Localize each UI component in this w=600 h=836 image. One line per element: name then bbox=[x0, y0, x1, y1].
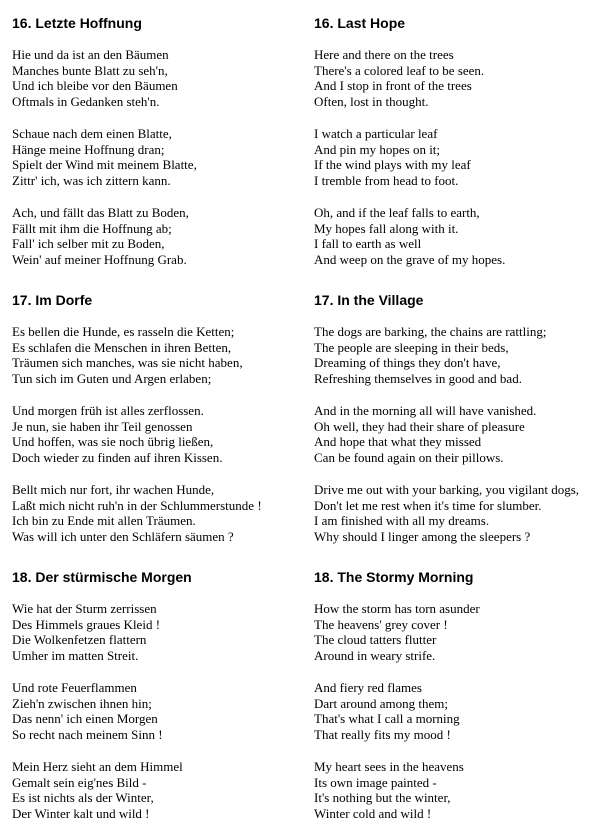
poem-line: Und ich bleibe vor den Bäumen bbox=[12, 78, 178, 94]
poem-line: There's a colored leaf to be seen. bbox=[314, 62, 485, 78]
poem-line: Laßt mich nicht ruh'n in der Schlummerstunde ! bbox=[12, 497, 262, 513]
poem-title: 17. In the Village bbox=[314, 292, 424, 308]
stanza bbox=[12, 601, 302, 664]
poem-title: 17. Im Dorfe bbox=[12, 292, 93, 308]
stanza bbox=[314, 47, 598, 110]
stanza bbox=[12, 205, 302, 268]
poem-line: And fiery red flames bbox=[314, 680, 422, 695]
poem-title: 16. Last Hope bbox=[314, 15, 406, 31]
poem-line: Oh, and if the leaf falls to earth, bbox=[314, 205, 480, 220]
stanza bbox=[12, 324, 302, 387]
poem-line: My heart sees in the heavens bbox=[314, 759, 464, 774]
stanza bbox=[314, 205, 598, 268]
poem-line: Und rote Feuerflammen bbox=[12, 680, 137, 695]
poem-line: Tun sich im Guten und Argen erlaben; bbox=[12, 371, 212, 387]
poem-16-german bbox=[12, 14, 302, 268]
poem-16-english bbox=[314, 14, 598, 268]
poem-line: Zieh'n zwischen ihnen hin; bbox=[12, 695, 152, 711]
poem-line: Das nenn' ich einen Morgen bbox=[12, 711, 158, 727]
poem-title: 16. Letzte Hoffnung bbox=[12, 15, 142, 31]
poem-line: Dreaming of things they don't have, bbox=[314, 355, 501, 371]
poem-line: And in the morning all will have vanished. bbox=[314, 403, 537, 418]
poem-line: Bellt mich nur fort, ihr wachen Hunde, bbox=[12, 482, 215, 497]
poem-title: 18. The Stormy Morning bbox=[314, 569, 474, 585]
stanza bbox=[314, 126, 598, 189]
stanza bbox=[314, 680, 598, 743]
poem-line: I tremble from head to foot. bbox=[314, 173, 459, 189]
poem-line: Und hoffen, was sie noch übrig ließen, bbox=[12, 434, 214, 450]
stanza bbox=[314, 759, 598, 822]
poem-line: And I stop in front of the trees bbox=[314, 78, 472, 94]
poem-line: Hänge meine Hoffnung dran; bbox=[12, 141, 165, 157]
poem-line: Je nun, sie haben ihr Teil genossen bbox=[12, 418, 193, 434]
poem-line: How the storm has torn asunder bbox=[314, 601, 480, 616]
stanza bbox=[12, 403, 302, 466]
poem-line: Wie hat der Sturm zerrissen bbox=[12, 601, 157, 616]
stanza bbox=[314, 482, 598, 545]
poem-line: The people are sleeping in their beds, bbox=[314, 339, 509, 355]
poem-line: Why should I linger among the sleepers ? bbox=[314, 529, 531, 545]
poem-line: Refreshing themselves in good and bad. bbox=[314, 371, 522, 387]
poem-title: 18. Der stürmische Morgen bbox=[12, 569, 192, 585]
poem-18-english bbox=[314, 568, 598, 822]
poem-line: That really fits my mood ! bbox=[314, 727, 451, 743]
stanza bbox=[12, 482, 302, 545]
poem-line: Spielt der Wind mit meinem Blatte, bbox=[12, 157, 197, 173]
poem-line: Oftmals in Gedanken steh'n. bbox=[12, 94, 160, 110]
poem-line: I am finished with all my dreams. bbox=[314, 513, 490, 529]
poem-line: And hope that what they missed bbox=[314, 434, 482, 450]
poem-line: Gemalt sein eig'nes Bild - bbox=[12, 774, 147, 790]
poem-line: Ach, und fällt das Blatt zu Boden, bbox=[12, 205, 189, 220]
poem-line: Des Himmels graues Kleid ! bbox=[12, 616, 161, 632]
poem-line: And pin my hopes on it; bbox=[314, 141, 441, 157]
poem-line: And weep on the grave of my hopes. bbox=[314, 252, 506, 268]
poem-line: Manches bunte Blatt zu seh'n, bbox=[12, 62, 168, 78]
poem-line: I watch a particular leaf bbox=[314, 126, 438, 141]
poem-line: Zittr' ich, was ich zittern kann. bbox=[12, 173, 171, 189]
stanza bbox=[12, 680, 302, 743]
poem-line: Es ist nichts als der Winter, bbox=[12, 790, 154, 806]
poem-line: That's what I call a morning bbox=[314, 711, 460, 727]
stanza bbox=[12, 47, 302, 110]
poem-line: Was will ich unter den Schläfern säumen ? bbox=[12, 529, 234, 545]
stanza bbox=[314, 601, 598, 664]
poem-line: Don't let me rest when it's time for slumber. bbox=[314, 497, 542, 513]
poem-line: Here and there on the trees bbox=[314, 47, 454, 62]
poem-line: So recht nach meinem Sinn ! bbox=[12, 727, 163, 743]
poem-line: Es schlafen die Menschen in ihren Betten, bbox=[12, 339, 232, 355]
poem-line: Oh well, they had their share of pleasure bbox=[314, 418, 525, 434]
poem-line: Hie und da ist an den Bäumen bbox=[12, 47, 169, 62]
poem-line: Fällt mit ihm die Hoffnung ab; bbox=[12, 220, 172, 236]
stanza bbox=[12, 126, 302, 189]
poem-line: Und morgen früh ist alles zerflossen. bbox=[12, 403, 204, 418]
stanza bbox=[314, 403, 598, 466]
poem-line: Doch wieder zu finden auf ihren Kissen. bbox=[12, 450, 223, 466]
poem-line: Ich bin zu Ende mit allen Träumen. bbox=[12, 513, 196, 529]
stanza bbox=[12, 759, 302, 822]
poem-line: The cloud tatters flutter bbox=[314, 632, 437, 648]
poem-line: My hopes fall along with it. bbox=[314, 220, 459, 236]
poem-line: Its own image painted - bbox=[314, 774, 437, 790]
poem-line: The heavens' grey cover ! bbox=[314, 616, 448, 632]
poem-line: Die Wolkenfetzen flattern bbox=[12, 632, 147, 648]
poem-line: Fall' ich selber mit zu Boden, bbox=[12, 236, 165, 252]
poem-line: Wein' auf meiner Hoffnung Grab. bbox=[12, 252, 187, 268]
poem-line: Mein Herz sieht an dem Himmel bbox=[12, 759, 183, 774]
poem-line: If the wind plays with my leaf bbox=[314, 157, 471, 173]
poem-line: Drive me out with your barking, you vigilant dogs, bbox=[314, 482, 580, 497]
poem-line: Winter cold and wild ! bbox=[314, 806, 432, 822]
poem-line: Often, lost in thought. bbox=[314, 94, 429, 110]
poem-line: Around in weary strife. bbox=[314, 648, 436, 664]
stanza bbox=[314, 324, 598, 387]
poem-17-german bbox=[12, 291, 302, 545]
poem-line: Träumen sich manches, was sie nicht haben, bbox=[12, 355, 243, 371]
poem-18-german bbox=[12, 568, 302, 822]
poem-line: Schaue nach dem einen Blatte, bbox=[12, 126, 172, 141]
poem-line: I fall to earth as well bbox=[314, 236, 422, 252]
poem-line: Can be found again on their pillows. bbox=[314, 450, 504, 466]
poem-17-english bbox=[314, 291, 598, 545]
poem-line: The dogs are barking, the chains are rattling; bbox=[314, 324, 547, 339]
poem-line: It's nothing but the winter, bbox=[314, 790, 451, 806]
poem-line: Dart around among them; bbox=[314, 695, 448, 711]
poem-line: Es bellen die Hunde, es rasseln die Ketten; bbox=[12, 324, 235, 339]
poem-line: Der Winter kalt und wild ! bbox=[12, 806, 150, 822]
poem-line: Umher im matten Streit. bbox=[12, 648, 139, 664]
